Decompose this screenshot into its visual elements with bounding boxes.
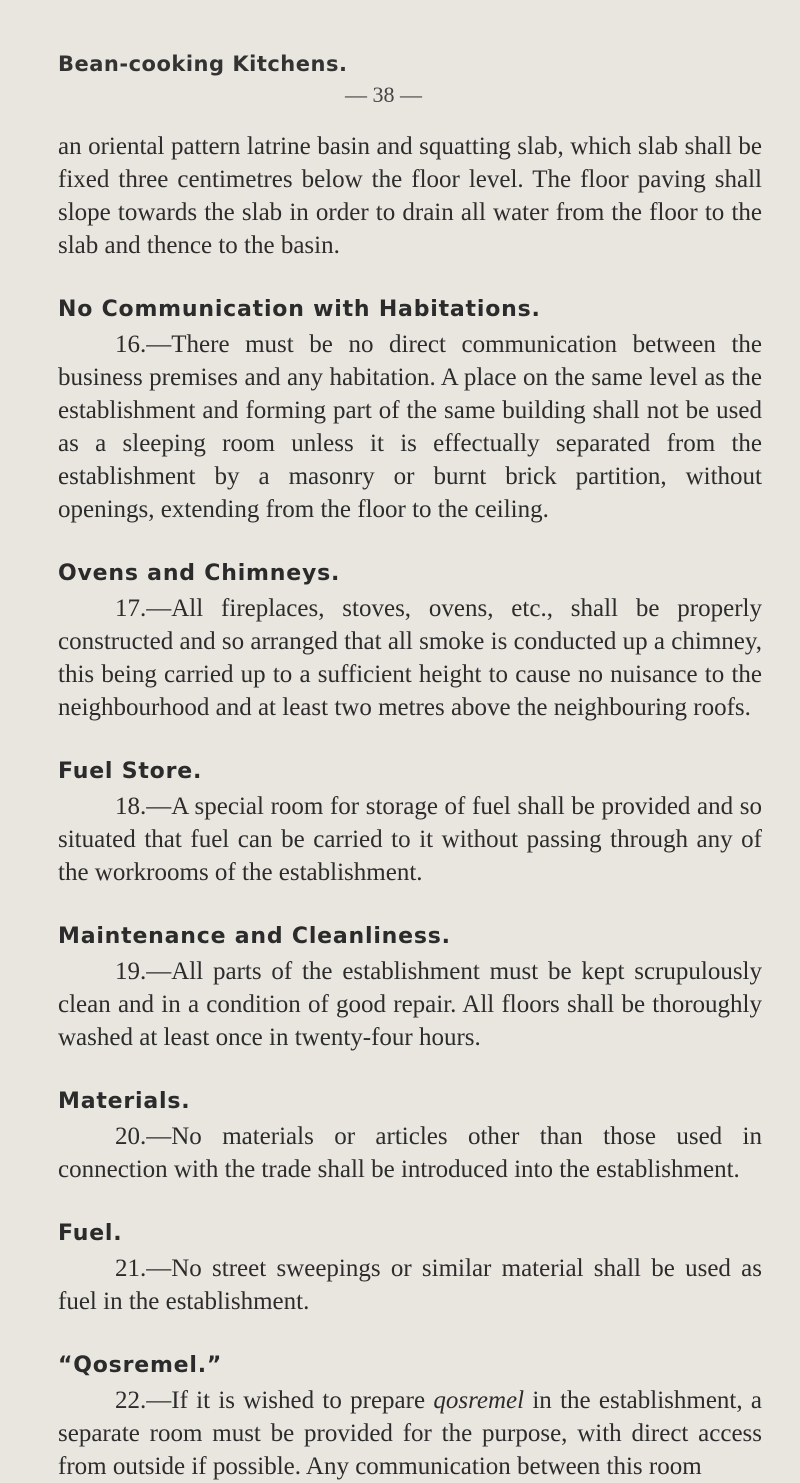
section-paragraph: 19.—All parts of the establishment must be kept scrupulously clean and in a condition of good repair. All floors shall be thoroughly washed at least once in twenty-four hours.: [58, 958, 762, 1051]
italic-term: qosremel: [433, 1387, 525, 1414]
section-heading: Materials.: [58, 1089, 191, 1114]
section-fuel: [58, 1219, 762, 1318]
section-heading: Maintenance and Cleanliness.: [58, 924, 451, 949]
page-number: — 38 —: [345, 82, 422, 107]
section-paragraph: [58, 1384, 762, 1483]
running-head: Bean-cooking Kitchens.: [58, 52, 348, 76]
section-paragraph: 18.—A special room for storage of fuel shall be provided and so situated that fuel can be carried to it without passing through any of the workrooms of the establishment.: [58, 793, 762, 886]
section-paragraph: 21.—No street sweepings or similar material shall be used as fuel in the establishment.: [58, 1255, 762, 1315]
section-paragraph: 17.—All fireplaces, stoves, ovens, etc., shall be properly constructed and so arranged that all smoke is conducted up a chimney, this being carried up to a sufficient height to cause no nuisance to the neighbourhood and at least two metres above the neighbouring roofs.: [58, 595, 762, 721]
section-heading: No Communication with Habitations.: [58, 297, 541, 322]
section-maintenance: [58, 922, 762, 1054]
section-ovens-chimneys: [58, 559, 762, 724]
section-fuel-store: [58, 757, 762, 889]
section-qosremel: [58, 1351, 762, 1483]
section-heading: “Qosremel.”: [58, 1353, 223, 1378]
intro-paragraph: an oriental pattern latrine basin and squatting slab, which slab shall be fixed three centimetres below the floor level. The floor paving shall slope towards the slab in order to drain all water from the floor to the slab and thence to the basin.: [58, 133, 762, 259]
paragraph-text-start: 22.—If it is wished to prepare: [115, 1387, 434, 1414]
section-heading: Ovens and Chimneys.: [58, 561, 341, 586]
section-heading: Fuel Store.: [58, 759, 203, 784]
section-paragraph: 20.—No materials or articles other than those used in connection with the trade shall be introduced into the establishment.: [58, 1123, 762, 1183]
section-paragraph: 16.—There must be no direct communication between the business premises and any habitation. A place on the same level as the establishment and forming part of the same building shall not be used as a sleeping room unless it is effectually separated from the establishment by a masonry or burnt brick partition, without openings, extending from the floor to the ceiling.: [58, 331, 762, 523]
section-materials: [58, 1087, 762, 1186]
paragraph-text-end: in the establishment, a separate room must be provided for the purpose, with direct access from outside if possible. Any communication between this room: [58, 1387, 762, 1480]
page-body: [58, 130, 762, 1483]
section-heading: Fuel.: [58, 1221, 123, 1246]
section-no-communication: [58, 295, 762, 526]
